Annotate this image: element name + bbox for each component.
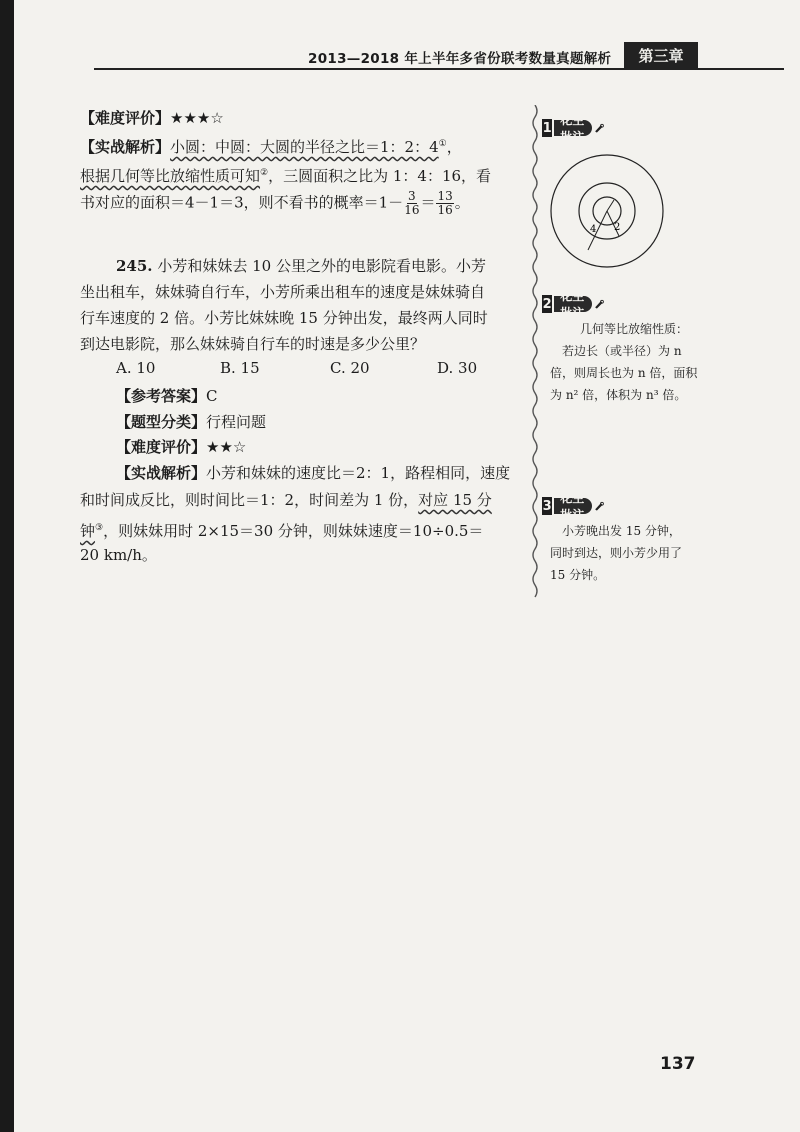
frac-numerator: 13: [437, 189, 453, 203]
difficulty-label: 【难度评价】: [116, 438, 207, 456]
note-3-line-1: 小芳晚出发 15 分钟，: [562, 524, 681, 538]
note-tag-3: [542, 491, 604, 522]
fraction-3-16: [404, 190, 419, 217]
analysis-wavy-2: 对应 15 分: [418, 491, 492, 509]
note-2-line-1: 几何等比放缩性质：: [580, 322, 689, 336]
chapter-badge: 第三章: [624, 42, 698, 68]
option-b: B. 15: [220, 359, 260, 377]
prev-difficulty-label: 【难度评价】: [80, 109, 171, 127]
label-radius-2: 2: [614, 222, 621, 233]
note-label: 花生批注: [554, 296, 591, 312]
analysis-wavy-3: 钟: [80, 522, 96, 540]
column-divider: [531, 105, 539, 605]
analysis-line-3: [80, 518, 483, 541]
analysis-line-1: [116, 463, 510, 483]
question-stem-line-3: 行车速度的 2 倍。小芳比妹妹晚 15 分钟出发，最终两人同时: [80, 309, 488, 327]
question-stem-line-1: [116, 256, 486, 276]
analysis-text-2: 和时间成反比，则时间比＝1：2，时间差为 1 份，: [80, 491, 419, 509]
page-header: [308, 42, 698, 68]
category-label: 【题型分类】: [116, 413, 207, 431]
footnote-marker-3: ③: [95, 523, 104, 533]
note-3-line-3: 15 分钟。: [550, 568, 606, 582]
stem-text-1: 小芳和妹妹去 10 公里之外的电影院看电影。小芳: [157, 257, 486, 275]
footnote-marker-1: ①: [438, 139, 447, 149]
note-number: 1: [542, 120, 552, 136]
question-number: 245.: [116, 257, 153, 275]
note-label: 花生批注: [554, 120, 591, 136]
question-stem-line-2: 坐出租车，妹妹骑自行车，小芳所乘出租车的速度是妹妹骑自: [80, 283, 486, 301]
header-title: 2013—2018 年上半年多省份联考数量真题解析: [308, 51, 612, 67]
analysis-line-2: [80, 490, 492, 510]
note-2-line-2: 若边长（或半径）为 n: [562, 344, 682, 358]
note-label: 花生批注: [554, 498, 591, 514]
note-2-line-4: 为 n² 倍，体积为 n³ 倍。: [550, 388, 687, 402]
difficulty-stars: ★★☆: [206, 438, 247, 456]
prev-analysis-text-2: 根据几何等比放缩性质可知: [80, 167, 261, 185]
difficulty-line: [116, 437, 246, 457]
analysis-text-3: ，则妹妹用时 2×15＝30 分钟，则妹妹速度＝10÷0.5＝: [103, 522, 484, 540]
prev-analysis-line-3: [80, 190, 470, 217]
prev-analysis-text-1: 小圆：中圆：大圆的半径之比＝1：2：4: [170, 138, 439, 156]
frac-numerator: 3: [408, 189, 416, 203]
answer-line: [116, 386, 218, 406]
answer-value: C: [206, 387, 218, 405]
prev-analysis-text-2-end: ，三圆面积之比为 1：4：16，看: [268, 167, 492, 185]
prev-difficulty-line: [80, 108, 224, 128]
equals-sign: ＝: [420, 193, 436, 212]
frac-denominator: 16: [437, 203, 453, 217]
header-rule: [94, 68, 784, 70]
prev-difficulty-stars: ★★★☆: [170, 109, 224, 127]
radius-line-small: [607, 200, 614, 211]
label-radius-4: 4: [590, 224, 597, 235]
note-number: 2: [542, 296, 552, 312]
analysis-label: 【实战解析】: [116, 464, 207, 482]
answer-label: 【参考答案】: [116, 387, 207, 405]
option-c: C. 20: [330, 359, 370, 377]
category-line: [116, 412, 266, 432]
option-d: D. 30: [437, 359, 478, 377]
page-number: 137: [660, 1054, 696, 1074]
prev-analysis-punct: ，: [446, 138, 462, 156]
question-stem-line-4: 到达电影院，那么妹妹骑自行车的时速是多少公里？: [80, 335, 426, 353]
prev-analysis-line-1: [80, 134, 462, 157]
footnote-marker-2: ②: [260, 168, 269, 178]
pen-icon: [594, 296, 604, 312]
note-number: 3: [542, 498, 552, 514]
note-tag-2: [542, 289, 604, 320]
note-3-line-2: 同时到达，则小芳少用了: [550, 546, 683, 560]
analysis-text-1: 小芳和妹妹的速度比＝2：1，路程相同，速度: [206, 464, 511, 482]
category-value: 行程问题: [206, 413, 267, 431]
analysis-line-4: 20 km/h。: [80, 546, 157, 564]
period: 。: [454, 193, 470, 212]
note-tag-1: [542, 113, 604, 144]
frac-denominator: 16: [404, 203, 420, 217]
fraction-13-16: [436, 190, 453, 217]
prev-analysis-line-2: [80, 163, 491, 186]
prev-analysis-text-3: 书对应的面积＝4－1＝3，则不看书的概率＝1－: [80, 193, 404, 212]
pen-icon: [594, 120, 604, 136]
option-a: A. 10: [116, 359, 156, 377]
prev-analysis-label: 【实战解析】: [80, 138, 171, 156]
concentric-circles-diagram: [544, 152, 694, 272]
note-2-line-3: 倍，则周长也为 n 倍，面积: [550, 366, 698, 380]
pen-icon: [594, 498, 604, 514]
page: [14, 0, 800, 1132]
